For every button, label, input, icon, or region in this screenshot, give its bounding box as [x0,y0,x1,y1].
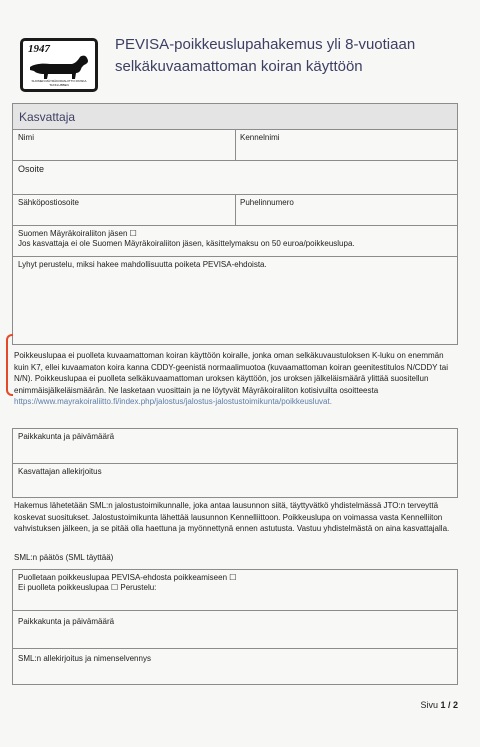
applicant-place-date-field[interactable]: Paikkakunta ja päivämäärä [18,432,115,441]
logo-year: 1947 [28,43,50,55]
applicant-signature-field[interactable]: Kasvattajan allekirjoitus [18,467,102,476]
info-paragraph [14,350,454,408]
membership-label: Suomen Mäyräkoiraliiton jäsen [18,229,128,238]
reject-label: Ei puolleta poikkeuslupaa [18,583,109,592]
page-count: 1 / 2 [440,700,458,710]
page-title: PEVISA-poikkeuslupahakemus yli 8-vuotiaan selkäkuvaamattoman koiran käyttöön [115,36,416,75]
name-field[interactable]: Nimi [18,133,34,142]
logo-caption: SUOMEN MÄYRÄKOIRALIITTO FINSKA TAXKLUBBEN [31,79,87,87]
decision-box [12,569,458,685]
membership-row [13,226,459,256]
email-field[interactable]: Sähköpostiosoite [18,198,79,207]
reason-label: Perustelu: [120,583,157,592]
approve-checkbox[interactable]: ☐ [229,573,237,582]
red-bracket-mark [6,334,13,396]
breeder-heading: Kasvattaja [13,104,457,130]
process-paragraph: Hakemus lähetetään SML:n jalostustoimikunnalle, joka antaa lausunnon siitä, täyttyvätkö yhdistelmässä JTO:n terveyttä koskevat suositukset. Jalostustoimikunta lähettää lausunnon Kennelliittoon. Poikkeuslupa on voimassa vasta Kennelliiton vahvistuksen jälkeen, ja se pitää olla haettuna ja myönnettynä ennen astutusta. Vastuu yhdistelmästä on aina kasvattajalla. [14,501,450,533]
page-number [420,700,458,710]
club-logo [20,38,98,92]
justification-field[interactable]: Lyhyt perustelu, miksi hakee mahdollisuutta poiketa PEVISA-ehdoista. [18,260,267,269]
membership-checkbox[interactable]: ☐ [129,229,137,238]
decision-signature-field[interactable]: SML:n allekirjoitus ja nimenselvennys [18,654,151,663]
decision-options [13,570,459,610]
page-label: Sivu [420,700,438,710]
decision-heading: SML:n päätös (SML täyttää) [14,553,114,562]
membership-note: Jos kasvattaja ei ole Suomen Mäyräkoiraliiton jäsen, käsittelymaksu on 50 euroa/poikkeuslupa. [18,239,355,248]
approve-label: Puolletaan poikkeuslupaa PEVISA-ehdosta poikkeamiseen [18,573,228,582]
info-link[interactable]: https://www.mayrakoiraliitto.fi/index.php/jalostus/jalostus-jalostustoimikunta/poikkeusluvat. [14,397,332,406]
kennel-name-field[interactable]: Kennelnimi [240,133,280,142]
reject-checkbox[interactable]: ☐ [110,583,119,592]
address-field[interactable]: Osoite [18,164,45,174]
applicant-signature-box [12,428,458,498]
decision-place-date-field[interactable]: Paikkakunta ja päivämäärä [18,617,115,626]
info-text: Poikkeuslupaa ei puolleta kuvaamattoman koiran käyttöön koiralle, jonka oman selkäkuvaustuloksen K-luku on enemmän kuin K7, ellei kuvaamaton koira kanna CDDY-geenistä normaalimuotoa (kuvaamattoman koiran geenitestitulos N/CDDY tai N/N). Poikkeuslupaa ei puolleta selkäkuvaamattoman uroksen käyttöön, jos uroksen jälkeläismäärä ylittää suositellun enimmäisjälkeläismäärän. Ne lasketaan vuosittain ja ne löytyvät Mäyräkoiraliiton kotisivuilta osoitteesta [14,351,448,395]
breeder-section [12,103,458,345]
phone-field[interactable]: Puhelinnumero [240,198,294,207]
